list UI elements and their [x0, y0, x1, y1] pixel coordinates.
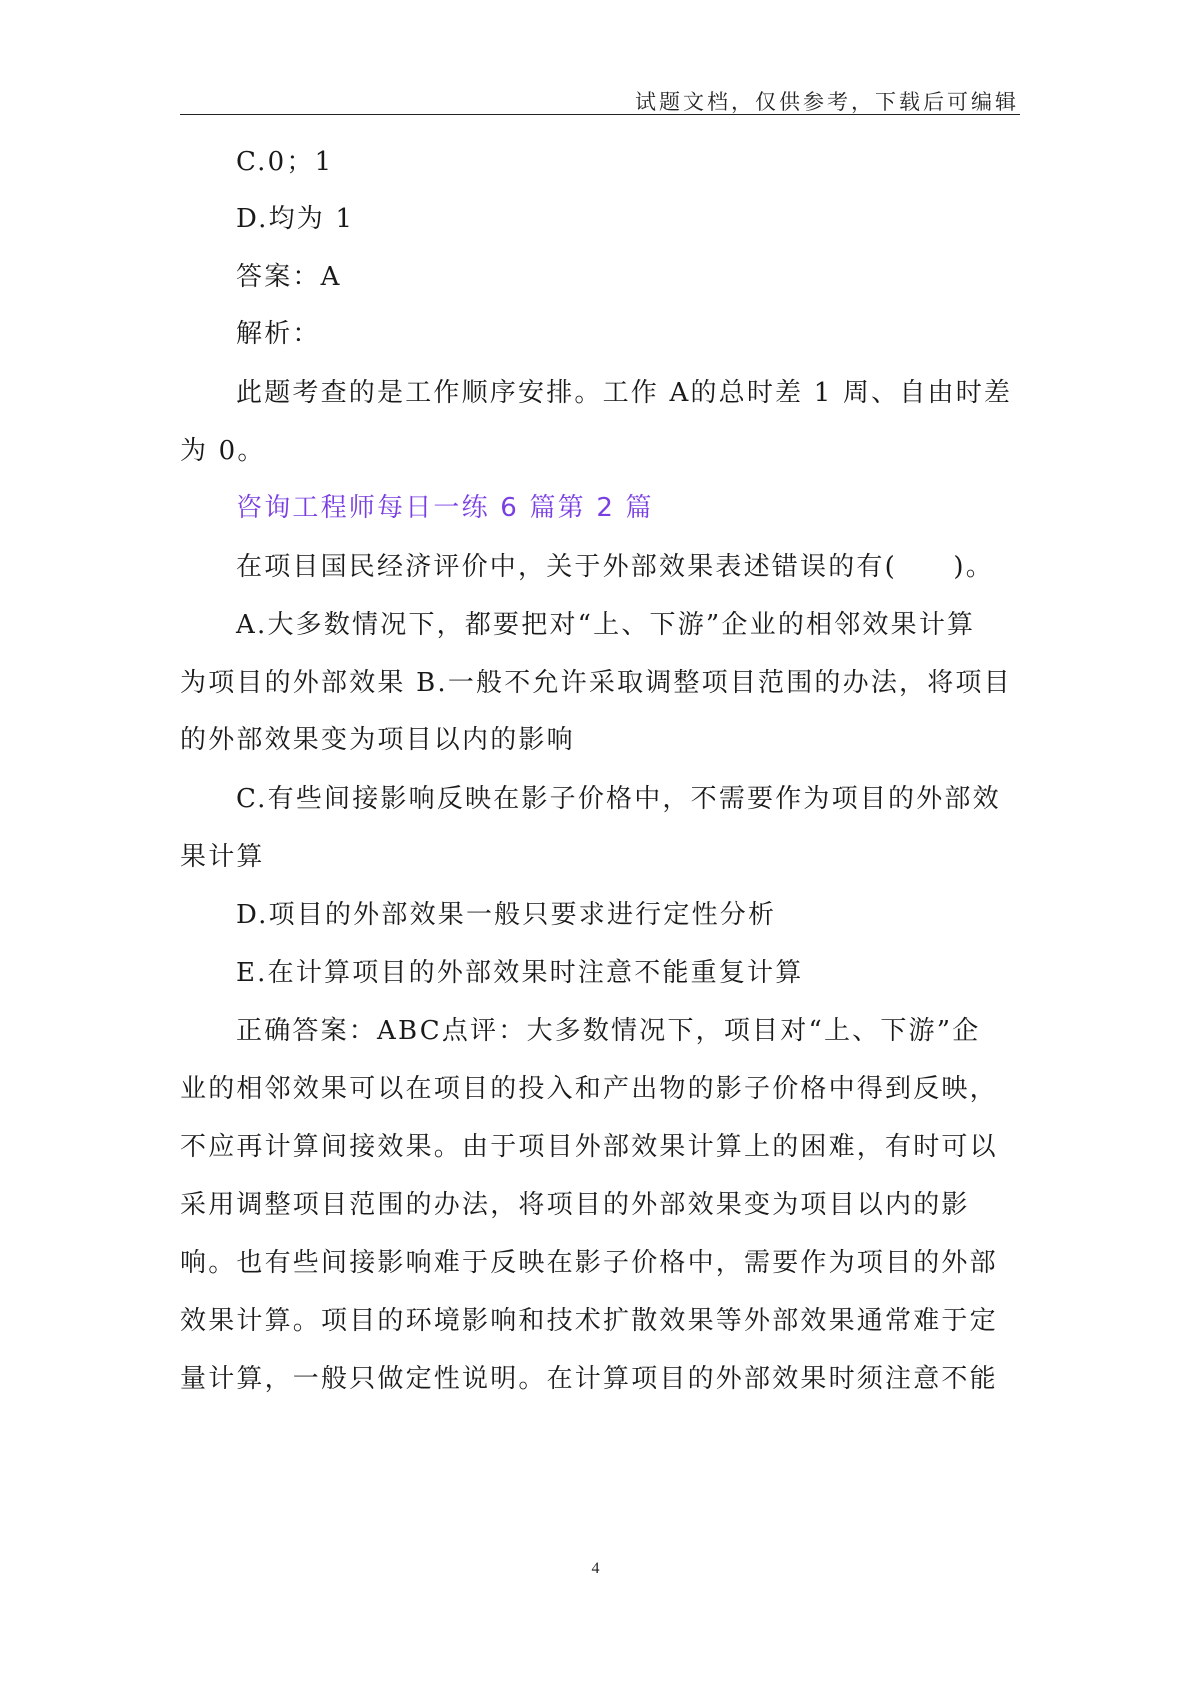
header-rule: [180, 114, 1020, 115]
explanation-line: 不应再计算间接效果。由于项目外部效果计算上的困难，有时可以: [180, 1132, 998, 1162]
explanation-line: 采用调整项目范围的办法，将项目的外部效果变为项目以内的影: [180, 1190, 970, 1220]
answer: 答案：A: [236, 262, 342, 292]
option-a-line: A.大多数情况下，都要把对“上、下游”企业的相邻效果计算: [236, 610, 976, 640]
analysis-label: 解析：: [236, 319, 321, 349]
option-d-line: D.项目的外部效果一般只要求进行定性分析: [236, 900, 777, 930]
option-d: D.均为 1: [236, 204, 355, 234]
explanation-line: 响。也有些间接影响难于反映在影子价格中，需要作为项目的外部: [180, 1248, 998, 1278]
explanation-line: 量计算，一般只做定性说明。在计算项目的外部效果时须注意不能: [180, 1364, 998, 1394]
option-b-line: 的外部效果变为项目以内的影响: [180, 725, 575, 755]
section-subtitle: 咨询工程师每日一练 6 篇第 2 篇: [236, 493, 654, 523]
explanation-line: 效果计算。项目的环境影响和技术扩散效果等外部效果通常难于定: [180, 1306, 998, 1336]
header-text: 试题文档，仅供参考，下载后可编辑: [635, 90, 1019, 114]
analysis-text-line: 为 0。: [180, 436, 266, 466]
option-e-line: E.在计算项目的外部效果时注意不能重复计算: [236, 958, 804, 988]
explanation-line: 业的相邻效果可以在项目的投入和产出物的影子价格中得到反映，: [180, 1074, 998, 1104]
page-number: 4: [591, 1560, 600, 1577]
question-text: 在项目国民经济评价中，关于外部效果表述错误的有( )。: [236, 552, 994, 582]
analysis-text-line: 此题考查的是工作顺序安排。工作 A的总时差 1 周、自由时差: [236, 378, 1013, 408]
option-c-line: 果计算: [180, 842, 265, 872]
option-b-line: 为项目的外部效果 B.一般不允许采取调整项目范围的办法，将项目: [180, 668, 1012, 698]
option-c-line: C.有些间接影响反映在影子价格中，不需要作为项目的外部效: [236, 784, 1001, 814]
explanation-line: 正确答案：ABC点评：大多数情况下，项目对“上、下游”企: [236, 1016, 981, 1046]
option-c: C.0；1: [236, 147, 334, 177]
